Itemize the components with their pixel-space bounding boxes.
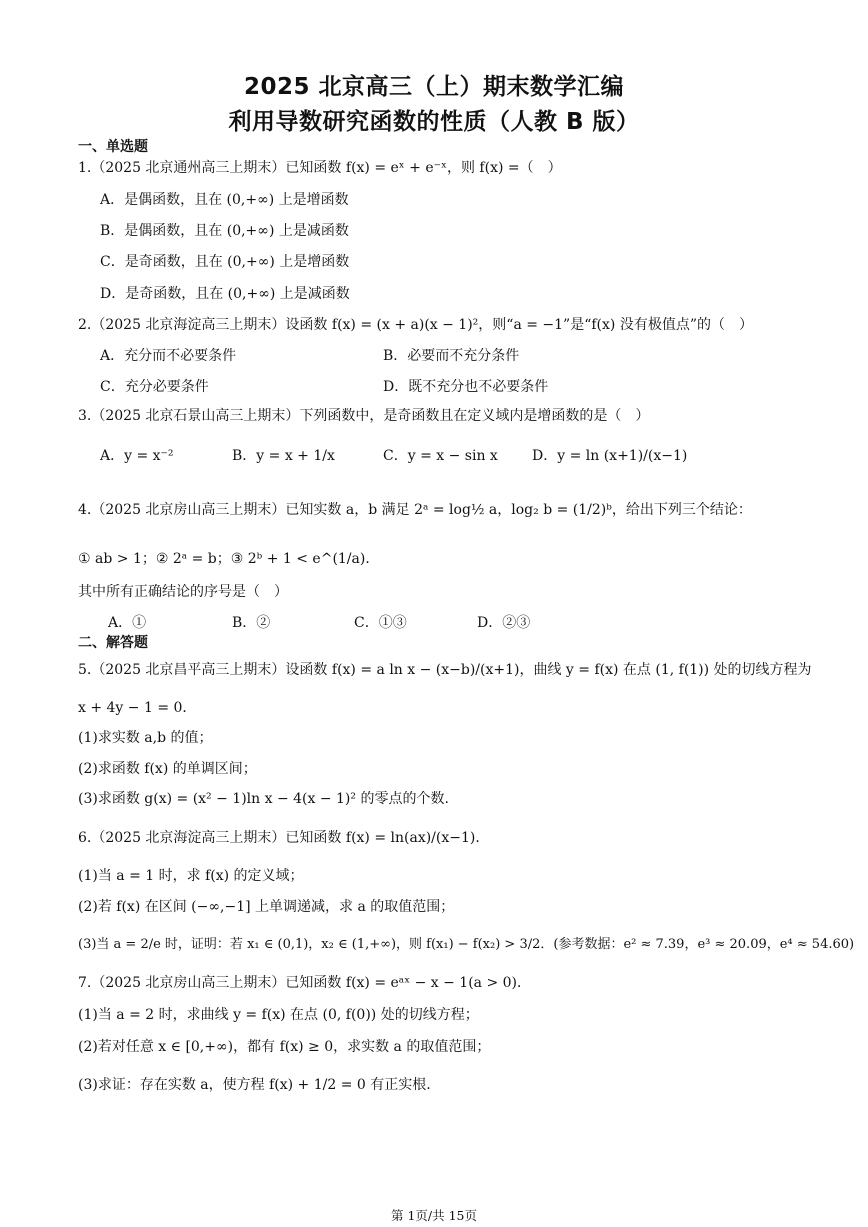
question-6-part-1: (1)当 a = 1 时，求 f(x) 的定义域； xyxy=(78,868,304,884)
question-4-conclusions: ① ab > 1；② 2ᵃ = b；③ 2ᵇ + 1 < e^(1/a)． xyxy=(78,551,380,567)
question-2-option-c: C．充分必要条件 xyxy=(100,379,209,395)
question-4-option-d: D．②③ xyxy=(477,615,531,631)
question-4-option-c: C．①③ xyxy=(354,615,407,631)
page-number: 第 1页/共 15页 xyxy=(390,1208,478,1223)
question-1-option-a: A．是偶函数，且在 (0,+∞) 上是增函数 xyxy=(100,192,349,208)
question-1-option-b: B．是偶函数，且在 (0,+∞) 上是减函数 xyxy=(100,223,349,239)
question-3-option-a: A．y = x⁻² xyxy=(100,448,174,464)
document-title: 2025 北京高三（上）期末数学汇编 xyxy=(243,74,625,100)
question-1-stem: 1.（2025 北京通州高三上期末）已知函数 f(x) = eˣ + e⁻ˣ，则 f(x) =（ ） xyxy=(78,160,562,176)
question-4-ask: 其中所有正确结论的序号是（ ） xyxy=(78,584,288,600)
question-4-option-b: B．② xyxy=(232,615,271,631)
question-7-part-2: (2)若对任意 x ∈ [0,+∞)，都有 f(x) ≥ 0，求实数 a 的取值范围； xyxy=(78,1039,491,1055)
question-2-option-a: A．充分而不必要条件 xyxy=(100,348,237,364)
question-6-part-2: (2)若 f(x) 在区间 (−∞,−1] 上单调递减，求 a 的取值范围； xyxy=(78,899,455,915)
question-7-stem: 7.（2025 北京房山高三上期末）已知函数 f(x) = eᵃˣ − x − 1(a > 0)． xyxy=(78,975,532,991)
question-2-stem: 2.（2025 北京海淀高三上期末）设函数 f(x) = (x + a)(x − 1)²，则“a = −1”是“f(x) 没有极值点”的（ ） xyxy=(78,317,753,333)
question-7-part-1: (1)当 a = 2 时，求曲线 y = f(x) 在点 (0, f(0)) 处的切线方程； xyxy=(78,1007,479,1023)
question-3-option-c: C．y = x − sin x xyxy=(383,448,498,464)
question-7-part-3: (3)求证：存在实数 a，使方程 f(x) + 1/2 = 0 有正实根. xyxy=(78,1077,431,1093)
section-heading-single-choice: 一、单选题 xyxy=(78,139,148,155)
question-3-stem: 3.（2025 北京石景山高三上期末）下列函数中，是奇函数且在定义域内是增函数的是（ ） xyxy=(78,408,650,424)
question-6-part-3: (3)当 a = 2/e 时，证明：若 x₁ ∈ (0,1)，x₂ ∈ (1,+∞)，则 f(x₁) − f(x₂) > 3/2．(参考数据：e² ≈ 7.39，e³ ≈ 20.09，e⁴ ≈ 54.60) xyxy=(78,937,855,952)
question-1-option-c: C．是奇函数，且在 (0,+∞) 上是增函数 xyxy=(100,254,350,270)
question-5-part-3: (3)求函数 g(x) = (x² − 1)ln x − 4(x − 1)² 的零点的个数. xyxy=(78,791,449,807)
question-3-option-d: D．y = ln (x+1)/(x−1) xyxy=(532,448,688,464)
question-6-stem: 6.（2025 北京海淀高三上期末）已知函数 f(x) = ln(ax)/(x−1)． xyxy=(78,830,490,846)
section-heading-answer: 二、解答题 xyxy=(78,635,148,651)
document-subtitle: 利用导数研究函数的性质（人教 B 版） xyxy=(228,109,640,135)
question-1-option-d: D．是奇函数，且在 (0,+∞) 上是减函数 xyxy=(100,286,350,302)
question-3-option-b: B．y = x + 1/x xyxy=(232,448,335,464)
question-5-part-1: (1)求实数 a,b 的值； xyxy=(78,730,213,746)
question-5-stem: 5.（2025 北京昌平高三上期末）设函数 f(x) = a ln x − (x−b)/(x+1)，曲线 y = f(x) 在点 (1, f(1)) 处的切线方程为 xyxy=(78,662,812,678)
question-4-option-a: A．① xyxy=(108,615,147,631)
question-2-option-d: D．既不充分也不必要条件 xyxy=(383,379,549,395)
question-5-part-2: (2)求函数 f(x) 的单调区间； xyxy=(78,761,257,777)
question-5-stem-continued: x + 4y − 1 = 0． xyxy=(78,700,197,716)
question-4-stem: 4.（2025 北京房山高三上期末）已知实数 a，b 满足 2ᵃ = log½ a，log₂ b = (1/2)ᵇ，给出下列三个结论： xyxy=(78,502,752,518)
question-2-option-b: B．必要而不充分条件 xyxy=(383,348,520,364)
